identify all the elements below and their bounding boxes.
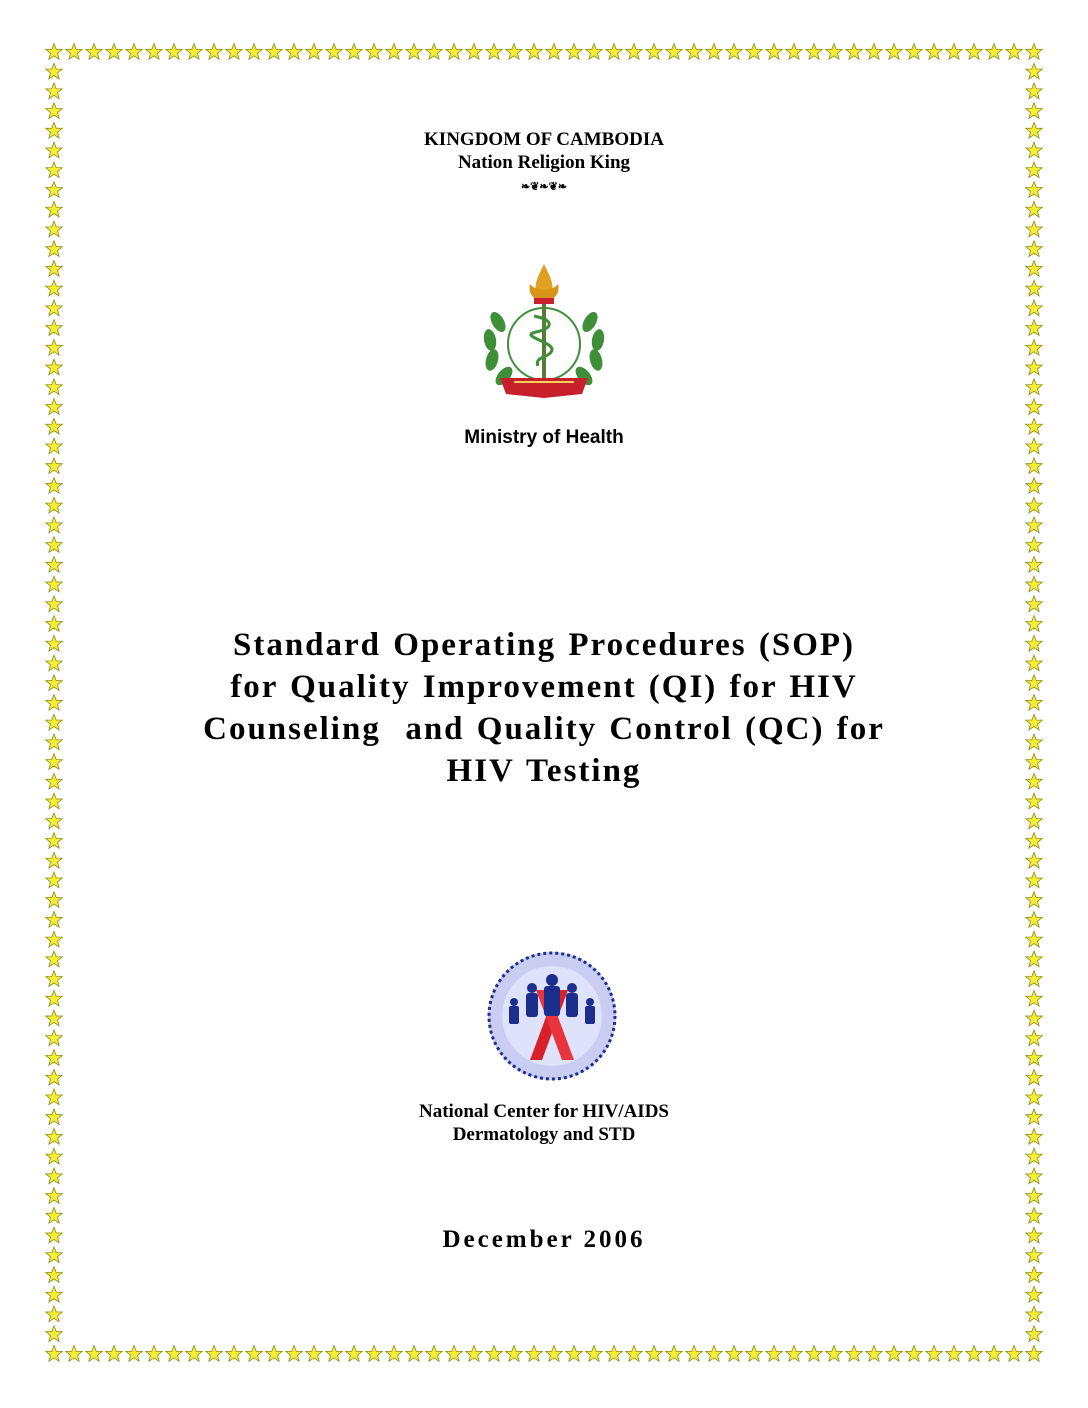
border-star (1026, 241, 1042, 257)
border-star (1026, 478, 1042, 494)
border-star (126, 1346, 142, 1362)
border-star (706, 1346, 722, 1362)
border-star (626, 44, 642, 60)
border-star (1006, 1346, 1022, 1362)
border-star (46, 379, 62, 395)
border-star (46, 339, 62, 355)
border-star (46, 813, 62, 829)
border-star (1026, 833, 1042, 849)
border-star (486, 44, 502, 60)
ministry-of-health-emblem-icon (478, 262, 610, 402)
border-star (46, 971, 62, 987)
border-star (46, 399, 62, 415)
border-star (46, 1188, 62, 1204)
border-star (46, 261, 62, 277)
border-star (46, 1050, 62, 1066)
border-star (46, 1069, 62, 1085)
border-star (46, 596, 62, 612)
border-star (46, 517, 62, 533)
border-star (86, 44, 102, 60)
border-star (866, 44, 882, 60)
border-star (266, 44, 282, 60)
border-star (1026, 556, 1042, 572)
border-star (706, 44, 722, 60)
border-star (486, 1346, 502, 1362)
border-star (106, 1346, 122, 1362)
border-star (886, 44, 902, 60)
border-star (466, 44, 482, 60)
border-star (1026, 379, 1042, 395)
border-star (426, 44, 442, 60)
border-star (1026, 458, 1042, 474)
border-star (46, 931, 62, 947)
border-star (46, 1148, 62, 1164)
border-star (1026, 872, 1042, 888)
border-star (946, 44, 962, 60)
border-star (386, 1346, 402, 1362)
border-star (1026, 892, 1042, 908)
border-star (566, 1346, 582, 1362)
border-star (1026, 931, 1042, 947)
border-star (926, 1346, 942, 1362)
center-name-block (0, 1100, 1088, 1146)
border-star (46, 1207, 62, 1223)
border-star (246, 1346, 262, 1362)
border-star (46, 44, 62, 60)
border-star (46, 833, 62, 849)
border-star (46, 458, 62, 474)
border-star (346, 44, 362, 60)
border-star (46, 359, 62, 375)
border-star (1026, 1326, 1042, 1342)
border-star (746, 1346, 762, 1362)
title-line-3: Counseling and Quality Control (QC) for (203, 711, 885, 747)
country-name: KINGDOM OF CAMBODIA (424, 129, 664, 150)
border-star (46, 990, 62, 1006)
border-star (786, 44, 802, 60)
border-star (326, 44, 342, 60)
border-star (66, 1346, 82, 1362)
nchads-emblem-icon (486, 950, 618, 1082)
border-star (1026, 359, 1042, 375)
border-star (1026, 852, 1042, 868)
border-star (46, 1267, 62, 1283)
border-star (426, 1346, 442, 1362)
border-star (46, 1346, 62, 1362)
border-star (986, 1346, 1002, 1362)
border-star (1026, 201, 1042, 217)
border-star (1026, 1069, 1042, 1085)
border-star (1026, 497, 1042, 513)
border-star (946, 1346, 962, 1362)
border-star (306, 44, 322, 60)
border-star (46, 1168, 62, 1184)
border-star (1026, 280, 1042, 296)
border-star (506, 1346, 522, 1362)
border-star (686, 44, 702, 60)
border-star (966, 44, 982, 60)
border-star (166, 1346, 182, 1362)
border-star (1026, 576, 1042, 592)
border-star (826, 1346, 842, 1362)
border-star (186, 1346, 202, 1362)
border-star (846, 1346, 862, 1362)
border-star (606, 44, 622, 60)
border-star (666, 44, 682, 60)
border-star (46, 1030, 62, 1046)
border-star (726, 44, 742, 60)
border-star (46, 300, 62, 316)
border-star (586, 1346, 602, 1362)
border-star (406, 1346, 422, 1362)
border-star (126, 44, 142, 60)
border-star (1026, 1267, 1042, 1283)
border-star (46, 280, 62, 296)
border-star (846, 44, 862, 60)
border-star (46, 1286, 62, 1302)
ministry-name: Ministry of Health (464, 427, 624, 448)
title-line-2: for Quality Improvement (QI) for HIV (230, 669, 858, 705)
border-star (46, 241, 62, 257)
border-star (526, 44, 542, 60)
border-star (866, 1346, 882, 1362)
border-star (46, 221, 62, 237)
border-star (146, 1346, 162, 1362)
center-name-line-1: National Center for HIV/AIDS (419, 1101, 669, 1122)
border-star (1026, 1207, 1042, 1223)
border-star (86, 1346, 102, 1362)
border-star (46, 63, 62, 79)
border-star (1026, 44, 1042, 60)
border-star (646, 44, 662, 60)
border-star (306, 1346, 322, 1362)
border-star (746, 44, 762, 60)
title-line-1: Standard Operating Procedures (SOP) (232, 627, 856, 663)
border-star (46, 103, 62, 119)
border-star (1026, 990, 1042, 1006)
border-star (806, 1346, 822, 1362)
border-star (686, 1346, 702, 1362)
border-star (286, 1346, 302, 1362)
border-star (566, 44, 582, 60)
border-star (826, 44, 842, 60)
document-title (0, 624, 1088, 792)
border-star (166, 44, 182, 60)
border-star (1026, 1286, 1042, 1302)
header-block (0, 128, 1088, 174)
ornament-divider: ❧❦❧❦❧ (520, 181, 568, 193)
border-star (1026, 1346, 1042, 1362)
border-star (1026, 1188, 1042, 1204)
title-line-4: HIV Testing (446, 753, 642, 789)
border-star (766, 44, 782, 60)
border-star (386, 44, 402, 60)
border-star (46, 872, 62, 888)
border-star (346, 1346, 362, 1362)
border-star (146, 44, 162, 60)
border-star (46, 576, 62, 592)
border-star (1006, 44, 1022, 60)
border-star (1026, 399, 1042, 415)
border-star (606, 1346, 622, 1362)
border-star (1026, 1030, 1042, 1046)
center-name-line-2: Dermatology and STD (452, 1124, 636, 1145)
border-star (46, 1326, 62, 1342)
border-star (1026, 1306, 1042, 1322)
border-star (786, 1346, 802, 1362)
border-star (666, 1346, 682, 1362)
border-star (446, 1346, 462, 1362)
border-star (526, 1346, 542, 1362)
border-star (1026, 1050, 1042, 1066)
border-star (186, 44, 202, 60)
border-star (906, 1346, 922, 1362)
border-star (986, 44, 1002, 60)
border-star (246, 44, 262, 60)
border-star (1026, 1148, 1042, 1164)
border-star (1026, 537, 1042, 553)
border-star (446, 44, 462, 60)
border-star (1026, 320, 1042, 336)
border-star (46, 201, 62, 217)
publication-date: December 2006 (442, 1226, 646, 1253)
border-star (46, 951, 62, 967)
border-star (466, 1346, 482, 1362)
border-star (586, 44, 602, 60)
border-star (546, 1346, 562, 1362)
border-star (46, 320, 62, 336)
border-star (1026, 83, 1042, 99)
border-star (546, 44, 562, 60)
border-star (906, 44, 922, 60)
border-star (66, 44, 82, 60)
border-star (1026, 596, 1042, 612)
border-star (1026, 300, 1042, 316)
border-star (286, 44, 302, 60)
border-star (46, 83, 62, 99)
border-star (1026, 1010, 1042, 1026)
border-star (726, 1346, 742, 1362)
border-star (926, 44, 942, 60)
border-star (46, 852, 62, 868)
border-star (46, 556, 62, 572)
border-star (406, 44, 422, 60)
border-star (1026, 912, 1042, 928)
border-star (46, 1306, 62, 1322)
border-star (1026, 261, 1042, 277)
border-star (46, 1010, 62, 1026)
border-star (506, 44, 522, 60)
border-star (1026, 971, 1042, 987)
border-star (1026, 103, 1042, 119)
border-star (206, 44, 222, 60)
border-star (1026, 951, 1042, 967)
border-star (1026, 63, 1042, 79)
border-star (46, 497, 62, 513)
border-star (266, 1346, 282, 1362)
border-star (1026, 793, 1042, 809)
border-star (886, 1346, 902, 1362)
border-star (46, 912, 62, 928)
border-star (806, 44, 822, 60)
border-star (1026, 517, 1042, 533)
border-star (46, 793, 62, 809)
border-star (766, 1346, 782, 1362)
border-star (1026, 813, 1042, 829)
border-star (46, 478, 62, 494)
border-star (1026, 339, 1042, 355)
border-star (1026, 221, 1042, 237)
national-motto: Nation Religion King (457, 152, 631, 173)
border-star (326, 1346, 342, 1362)
border-star (106, 44, 122, 60)
border-star (226, 1346, 242, 1362)
border-star (226, 44, 242, 60)
border-star (46, 537, 62, 553)
border-star (966, 1346, 982, 1362)
border-star (366, 44, 382, 60)
border-star (1026, 1168, 1042, 1184)
border-star (646, 1346, 662, 1362)
border-star (206, 1346, 222, 1362)
border-star (626, 1346, 642, 1362)
border-star (46, 892, 62, 908)
border-star (366, 1346, 382, 1362)
